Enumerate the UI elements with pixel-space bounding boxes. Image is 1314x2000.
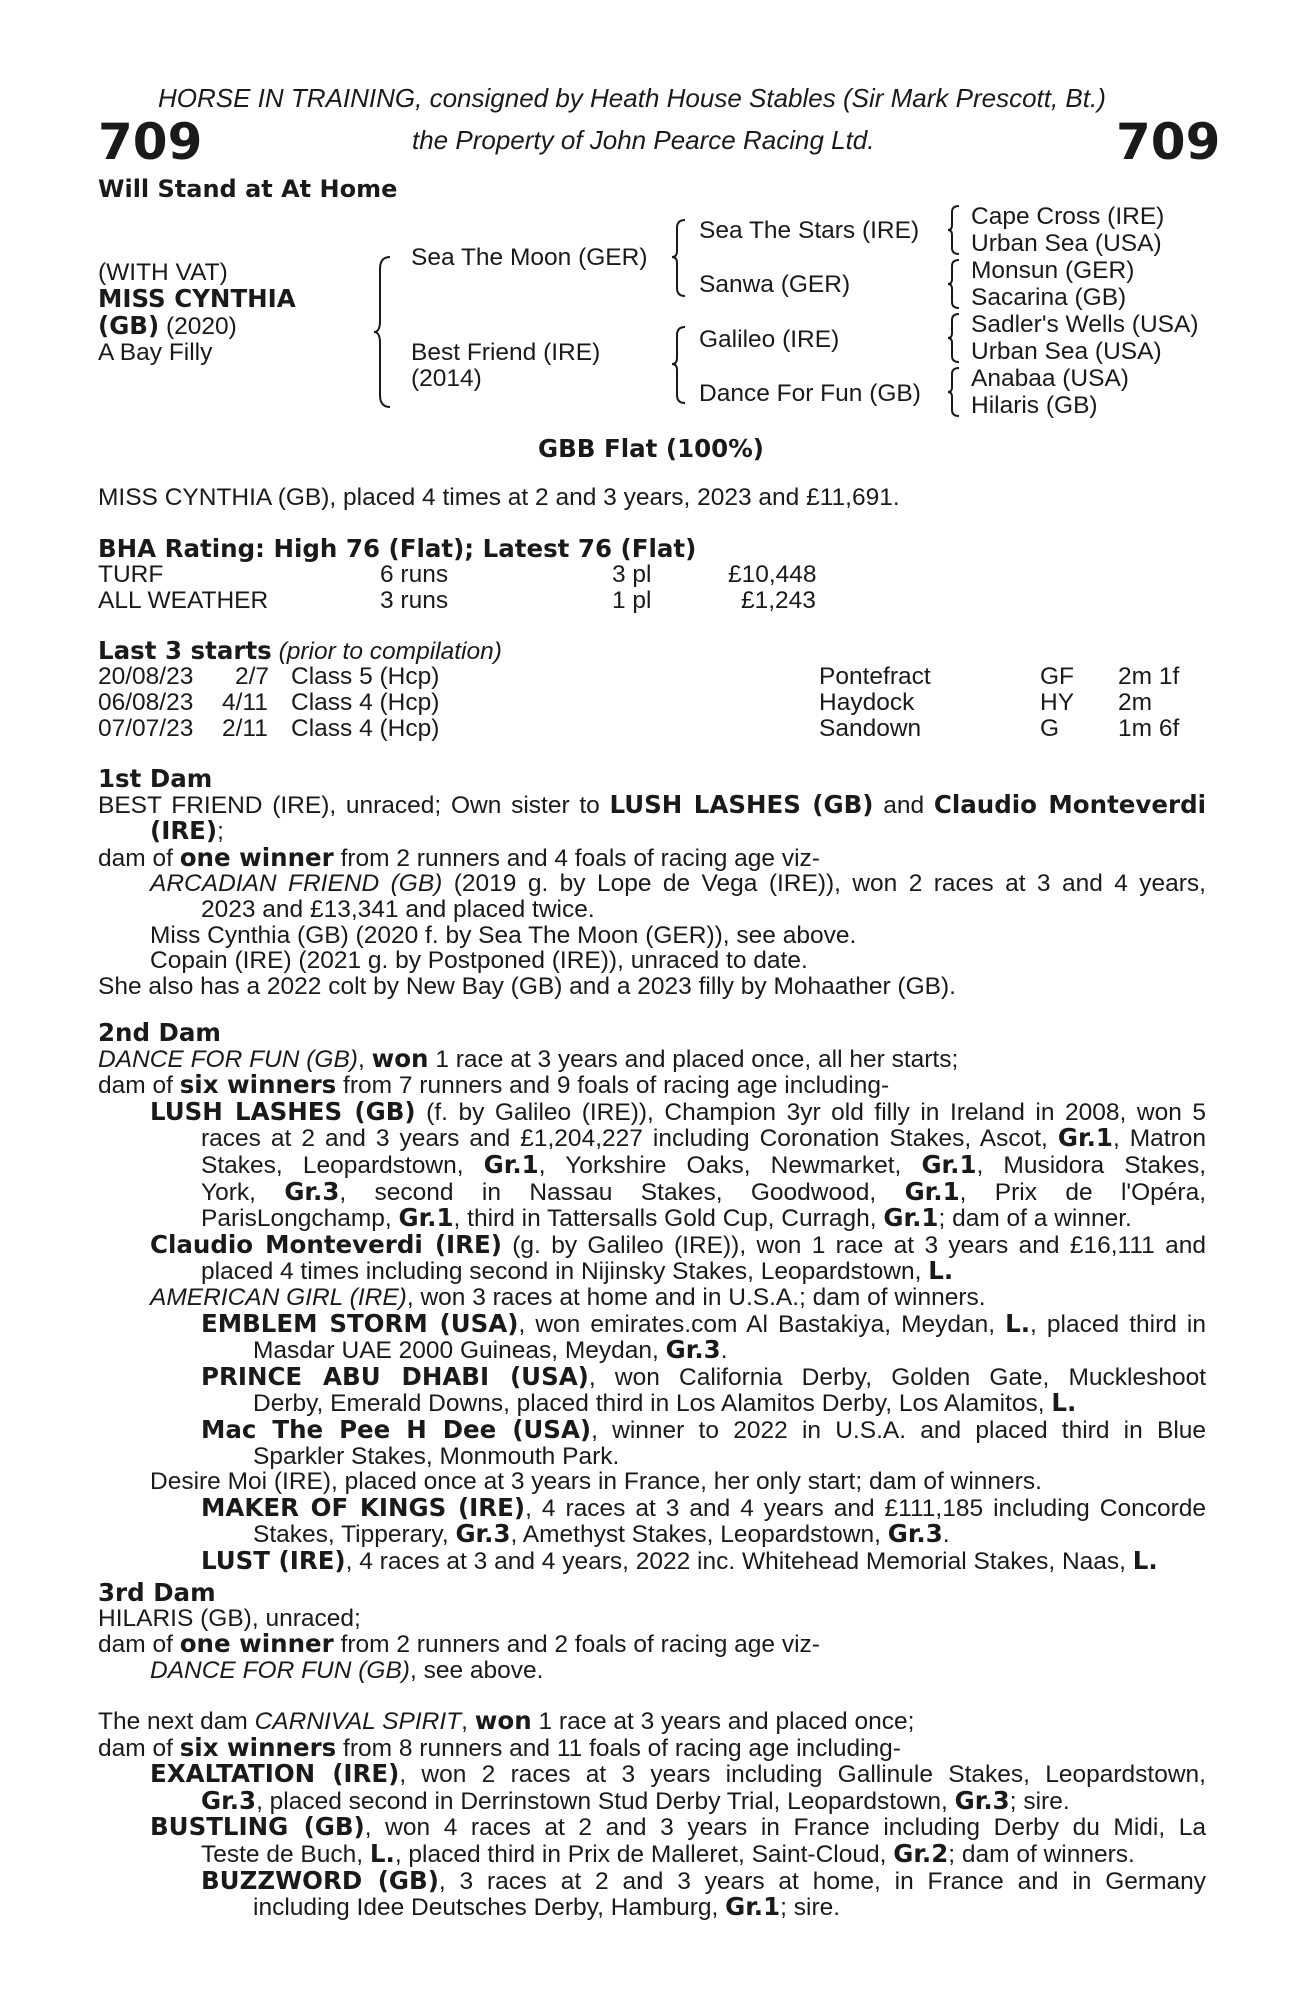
third-dam-section [98,1580,1206,1683]
third-dam-line-1: HILARIS (GB), unraced; [98,1604,361,1632]
start-class-2: Class 4 (Hcp) [291,689,440,716]
start-pos-3: 2/11 [222,715,268,742]
second-dam-line-12: Masdar UAE 2000 Guineas, Meydan, Gr.3. [253,1335,728,1365]
gbb-line: GBB Flat (100%) [538,434,764,463]
third-dam-heading: 3rd Dam [98,1578,216,1607]
rating-surface-2: ALL WEATHER [98,587,269,614]
third-dam-line-3: DANCE FOR FUN (GB), see above. [150,1656,544,1684]
next-dam-line-1: The next dam CARNIVAL SPIRIT, won 1 race at 3 years and placed once; [98,1706,915,1735]
start-going-2: HY [1040,689,1075,716]
horse-description: A Bay Filly [98,339,213,366]
next-dam-line-7: BUZZWORD (GB), 3 races at 2 and 3 years at home, in France and in Germany [201,1865,1206,1895]
second-dam-line-6: York, Gr.3, second in Nassau Stakes, Goodwood, Gr.1, Prix de l'Opéra, [201,1176,1207,1206]
rating-runs-2: 3 runs [380,587,449,614]
sire-sire: Sea The Stars (IRE) [699,217,920,244]
summary-line: MISS CYNTHIA (GB), placed 4 times at 2 and 3 years, 2023 and £11,691. [98,484,900,511]
second-dam-line-5: Stakes, Leopardstown, Gr.1, Yorkshire Oaks, Newmarket, Gr.1, Musidora Stakes, [201,1149,1206,1179]
next-dam-line-2: dam of six winners from 8 runners and 11 foals of racing age including- [98,1732,901,1762]
gen3-8: Hilaris (GB) [971,392,1098,419]
sire-brace [670,218,688,298]
gen3-brace-1 [946,204,962,256]
start-course-3: Sandown [819,715,922,742]
third-dam-line-2: dam of one winner from 2 runners and 2 foals of racing age viz- [98,1629,820,1659]
next-dam-section [98,1708,1206,1921]
gen3-3: Monsun (GER) [971,257,1135,284]
start-date-3: 07/07/23 [98,715,194,742]
second-dam-line-18: MAKER OF KINGS (IRE), 4 races at 3 and 4 years and £111,185 including Concorde [201,1492,1206,1522]
sire-dam: Sanwa (GER) [699,271,851,298]
next-dam-line-5: BUSTLING (GB), won 4 races at 2 and 3 years in France including Derby du Midi, La [150,1812,1206,1842]
start-going-3: G [1040,715,1060,742]
start-dist-1: 2m 1f [1118,663,1180,690]
gen3-brace-4 [946,366,962,418]
start-course-2: Haydock [819,689,915,716]
second-dam-section [98,1020,1206,1574]
pedigree-brace [372,255,394,410]
first-dam-line-3: dam of one winner from 2 runners and 4 foals of racing age viz- [98,842,820,872]
rating-money-1: £10,448 [728,561,817,588]
first-dam-line-7: Copain (IRE) (2021 g. by Postponed (IRE)), unraced to date. [150,947,808,975]
stand-line: Will Stand at At Home [98,175,398,203]
second-dam-line-17: Desire Moi (IRE), placed once at 3 years in France, her only start; dam of winners. [150,1468,1042,1496]
gen3-2: Urban Sea (USA) [971,230,1162,257]
second-dam-line-7: ParisLongchamp, Gr.1, third in Tattersalls Gold Cup, Curragh, Gr.1; dam of a winner. [201,1203,1132,1233]
second-dam-heading: 2nd Dam [98,1018,221,1047]
start-pos-1: 2/7 [235,663,270,690]
horse-country-year: (GB) (2020) [98,311,237,340]
gen3-5: Sadler's Wells (USA) [971,311,1199,338]
consign-line: HORSE IN TRAINING, consigned by Heath House Stables (Sir Mark Prescott, Bt.) [158,83,1106,113]
dam-year: (2014) [411,365,482,392]
start-dist-2: 2m [1118,689,1153,716]
first-dam-line-4: ARCADIAN FRIEND (GB) (2019 g. by Lope de Vega (IRE)), won 2 races at 3 and 4 years, [150,870,1206,898]
second-dam-line-13: PRINCE ABU DHABI (USA), won California Derby, Golden Gate, Muckleshoot [201,1361,1207,1391]
gen3-6: Urban Sea (USA) [971,338,1162,365]
rating-runs-1: 6 runs [380,561,449,588]
start-going-1: GF [1040,663,1075,690]
gen3-4: Sacarina (GB) [971,284,1127,311]
gen3-7: Anabaa (USA) [971,365,1129,392]
next-dam-line-4: Gr.3, placed second in Derrinstown Stud Derby Trial, Leopardstown, Gr.3; sire. [201,1785,1070,1815]
first-dam-line-8: She also has a 2022 colt by New Bay (GB) and a 2023 filly by Mohaather (GB). [98,972,956,1000]
vat-label: (WITH VAT) [98,259,228,286]
second-dam-line-4: races at 2 and 3 years and £1,204,227 including Coronation Stakes, Ascot, Gr.1, Matron [201,1123,1206,1153]
second-dam-line-20: LUST (IRE), 4 races at 3 and 4 years, 2022 inc. Whitehead Memorial Stakes, Naas, L. [201,1545,1158,1575]
dam: Best Friend (IRE) [411,339,601,366]
start-class-3: Class 4 (Hcp) [291,715,440,742]
horse-name: MISS CYNTHIA [98,284,296,313]
dam-brace [670,325,688,405]
rating-money-2: £1,243 [741,587,816,614]
start-date-1: 20/08/23 [98,663,194,690]
property-line: the Property of John Pearce Racing Ltd. [412,125,875,155]
first-dam-line-5: 2023 and £13,341 and placed twice. [201,895,595,923]
start-pos-2: 4/11 [222,689,268,716]
start-dist-3: 1m 6f [1118,715,1180,742]
start-date-2: 06/08/23 [98,689,194,716]
second-dam-line-16: Sparkler Stakes, Monmouth Park. [253,1442,620,1470]
lot-number-right: 709 [1116,113,1221,171]
rating-placed-1: 3 pl [612,561,652,588]
dam-sire: Galileo (IRE) [699,326,840,353]
dam-dam: Dance For Fun (GB) [699,380,921,407]
start-course-1: Pontefract [819,663,931,690]
second-dam-line-19: Stakes, Tipperary, Gr.3, Amethyst Stakes, Leopardstown, Gr.3. [253,1519,950,1549]
sire: Sea The Moon (GER) [411,244,648,271]
first-dam-section [98,766,1206,999]
second-dam-line-1: DANCE FOR FUN (GB), won 1 race at 3 years and placed once, all her starts; [98,1043,959,1073]
first-dam-line-1: BEST FRIEND (IRE), unraced; Own sister to LUSH LASHES (GB) and Claudio Monteverdi [98,789,1207,819]
second-dam-line-8: Claudio Monteverdi (IRE) (g. by Galileo (IRE)), won 1 race at 3 years and £16,111 and [150,1229,1206,1259]
second-dam-line-11: EMBLEM STORM (USA), won emirates.com Al Bastakiya, Meydan, L., placed third in [201,1308,1207,1338]
gen3-brace-2 [946,258,962,310]
last-starts-heading: Last 3 starts (prior to compilation) [98,636,502,665]
second-dam-line-10: AMERICAN GIRL (IRE), won 3 races at home and in U.S.A.; dam of winners. [150,1283,986,1311]
lot-number-left: 709 [98,113,203,171]
rating-placed-2: 1 pl [612,587,652,614]
next-dam-line-8: including Idee Deutsches Derby, Hamburg, Gr.1; sire. [253,1892,841,1922]
gen3-1: Cape Cross (IRE) [971,203,1165,230]
second-dam-line-3: LUSH LASHES (GB) (f. by Galileo (IRE)), Champion 3yr old filly in Ireland in 2008, won 5 [150,1096,1206,1126]
first-dam-line-2: (IRE); [150,816,224,846]
first-dam-line-6: Miss Cynthia (GB) (2020 f. by Sea The Moon (GER)), see above. [150,921,857,949]
second-dam-line-9: placed 4 times including second in Nijinsky Stakes, Leopardstown, L. [201,1256,954,1286]
next-dam-line-6: Teste de Buch, L., placed third in Prix de Malleret, Saint-Cloud, Gr.2; dam of winners. [201,1838,1135,1868]
next-dam-line-3: EXALTATION (IRE), won 2 races at 3 years including Gallinule Stakes, Leopardstown, [150,1759,1206,1789]
second-dam-line-14: Derby, Emerald Downs, placed third in Los Alamitos Derby, Los Alamitos, L. [253,1388,1077,1418]
start-class-1: Class 5 (Hcp) [291,663,440,690]
second-dam-line-15: Mac The Pee H Dee (USA), winner to 2022 in U.S.A. and placed third in Blue [201,1414,1207,1444]
second-dam-line-2: dam of six winners from 7 runners and 9 foals of racing age including- [98,1070,890,1100]
rating-surface-1: TURF [98,561,164,588]
rating-title: BHA Rating: High 76 (Flat); Latest 76 (Flat) [98,534,697,563]
gen3-brace-3 [946,312,962,364]
first-dam-heading: 1st Dam [98,764,213,793]
